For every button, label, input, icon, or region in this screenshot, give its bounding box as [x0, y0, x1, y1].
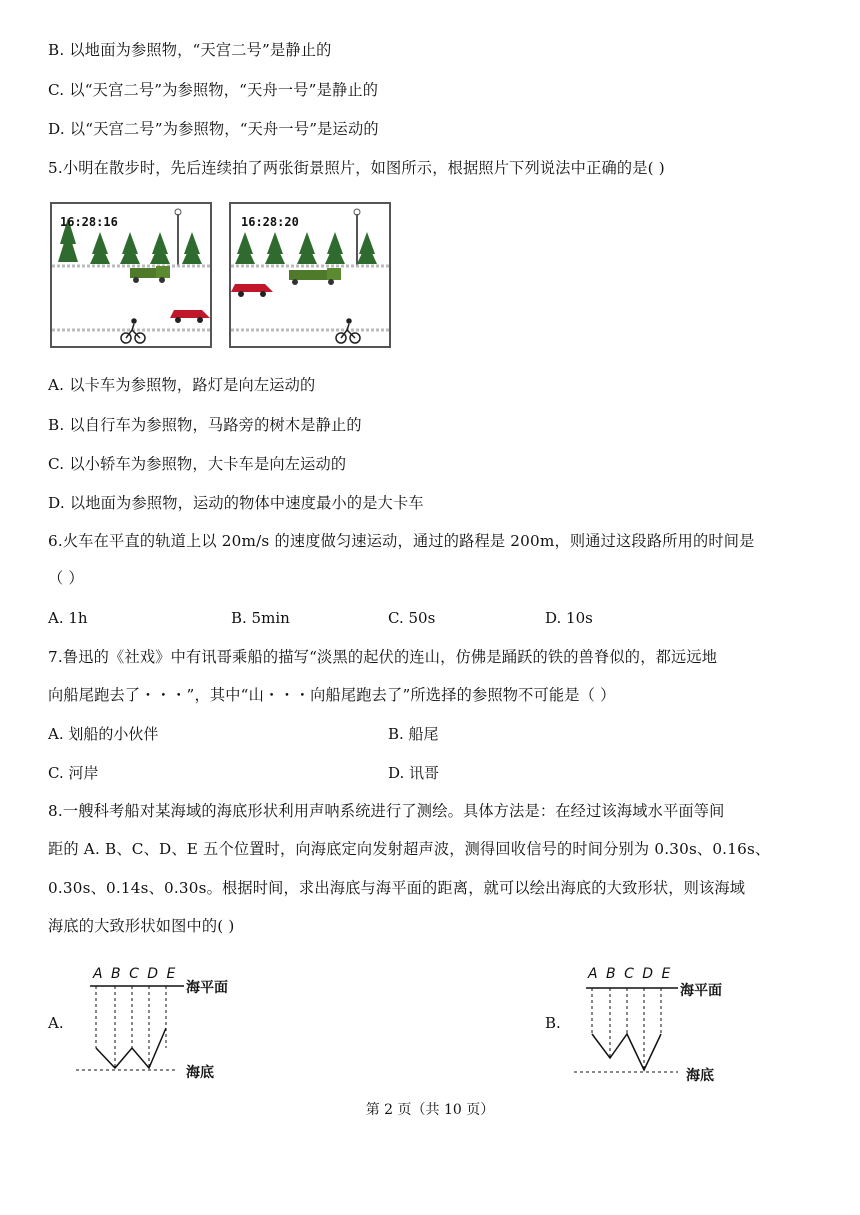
diagram-b-position-letters: A B C D E	[588, 966, 673, 982]
q8-stem-line2: 距的 A. B、C、D、E 五个位置时，向海底定向发射超声波，测得回收信号的时间分别为 0.30s、0.16s、	[48, 840, 771, 858]
street-photo-1	[50, 202, 212, 348]
q5-option-c: C. 以小轿车为参照物，大卡车是向左运动的	[48, 455, 347, 473]
seabed-diagram-b	[574, 964, 744, 1088]
photo2-timestamp: 16:28:20	[241, 215, 299, 229]
q6-stem-line1: 6.火车在平直的轨道上以 20m/s 的速度做匀速运动，通过的路程是 200m，则通过这段路所用的时间是	[48, 532, 755, 550]
diagram-b-sea-level-label: 海平面	[680, 983, 722, 999]
q6-option-d: D. 10s	[545, 609, 593, 627]
q4-option-b: B. 以地面为参照物，“天宫二号”是静止的	[48, 41, 332, 59]
diagram-a-seabed-label: 海底	[186, 1065, 214, 1081]
q8-option-a-label: A.	[48, 1014, 64, 1032]
q7-stem-line1: 7.鲁迅的《社戏》中有讯哥乘船的描写“淡黑的起伏的连山，仿佛是踊跃的铁的兽脊似的，都远远地	[48, 648, 718, 666]
q5-option-a: A. 以卡车为参照物，路灯是向左运动的	[48, 376, 316, 394]
q8-stem-line3: 0.30s、0.14s、0.30s。根据时间，求出海底与海平面的距离，就可以绘出海底的大致形状，则该海域	[48, 879, 746, 897]
q5-option-d: D. 以地面为参照物，运动的物体中速度最小的是大卡车	[48, 494, 424, 512]
q8-stem-line1: 8.一艘科考船对某海域的海底形状利用声呐系统进行了测绘。具体方法是：在经过该海域水平面等间	[48, 802, 725, 820]
q8-option-b-label: B.	[545, 1014, 561, 1032]
seabed-diagram-a	[76, 964, 246, 1084]
q6-option-a: A. 1h	[48, 609, 88, 627]
q7-option-c: C. 河岸	[48, 764, 99, 782]
q5-option-b: B. 以自行车为参照物，马路旁的树木是静止的	[48, 416, 362, 434]
q4-option-d: D. 以“天宫二号”为参照物，“天舟一号”是运动的	[48, 120, 379, 138]
q6-option-b: B. 5min	[231, 609, 290, 627]
q7-option-d: D. 讯哥	[388, 764, 440, 782]
q7-option-a: A. 划船的小伙伴	[48, 725, 159, 743]
q5-stem: 5.小明在散步时，先后连续拍了两张街景照片，如图所示，根据照片下列说法中正确的是( )	[48, 159, 665, 177]
diagram-b-seabed-label: 海底	[686, 1068, 714, 1084]
q8-stem-line4: 海底的大致形状如图中的( )	[48, 917, 235, 935]
street-photo-2	[229, 202, 391, 348]
page-footer: 第 2 页（共 10 页）	[365, 1102, 495, 1118]
photo1-timestamp: 16:28:16	[60, 215, 118, 229]
q6-option-c: C. 50s	[388, 609, 436, 627]
q6-stem-line2: （ ）	[48, 569, 84, 587]
q7-stem-line2: 向船尾跑去了・・・”，其中“山・・・向船尾跑去了”所选择的参照物不可能是（ ）	[48, 686, 616, 704]
street-scene-1-illustration	[52, 204, 210, 346]
diagram-a-sea-level-label: 海平面	[186, 980, 228, 996]
street-scene-2-illustration	[231, 204, 389, 346]
q7-option-b: B. 船尾	[388, 725, 439, 743]
diagram-a-position-letters: A B C D E	[93, 966, 178, 982]
q4-option-c: C. 以“天宫二号”为参照物，“天舟一号”是静止的	[48, 81, 379, 99]
